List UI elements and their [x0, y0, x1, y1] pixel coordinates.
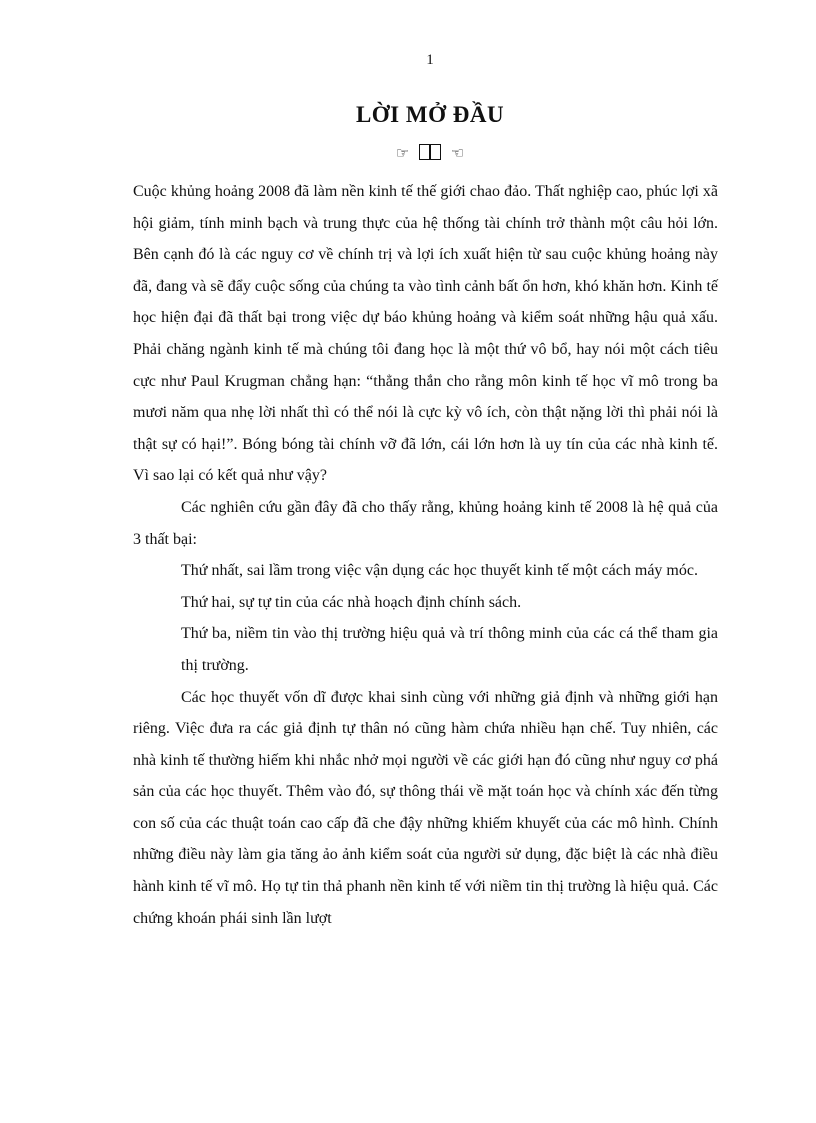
body-text [133, 176, 718, 934]
pointing-left-hand-icon: ☜ [450, 146, 465, 162]
pointing-right-hand-icon: ☞ [395, 146, 410, 162]
paragraph-research: Các nghiên cứu gần đây đã cho thấy rằng, khủng hoảng kinh tế 2008 là hệ quả của 3 thất bại: [133, 498, 718, 548]
list-item-third: Thứ ba, niềm tin vào thị trường hiệu quả và trí thông minh của các cá thể tham gia thị trường. [181, 625, 718, 674]
paragraph-intro: Cuộc khủng hoảng 2008 đã làm nền kinh tế thế giới chao đảo. Thất nghiệp cao, phúc lợi xã hội giảm, tính minh bạch và trung thực của hệ thống tài chính trở thành một câu hỏi lớn. Bên cạnh đó là các nguy cơ về chính trị và lợi ích xuất hiện từ sau cuộc khủng hoảng này đã, đang và sẽ đẩy cuộc sống của chúng ta vào tình cảnh bất ổn hơn, khó khăn hơn. Kinh tế học hiện đại đã thất bại trong việc dự báo khủng hoảng và kiểm soát những hậu quả xấu. Phải chăng ngành kinh tế mà chúng tôi đang học là một thứ vô bổ, hay nói một cách tiêu cực như Paul Krugman chẳng hạn: “thẳng thắn cho rằng môn kinh tế học vĩ mô trong ba mươi năm qua nhẹ lời nhất thì có thể nói là cực kỳ vô ích, còn thật nặng lời thì phải nói là thật sự có hại!”. Bóng bóng tài chính vỡ đã lớn, cái lớn hơn là uy tín của các nhà kinh tế. Vì sao lại có kết quả như vậy? [133, 183, 718, 485]
open-book-icon [419, 144, 441, 160]
page-title: LỜI MỞ ĐẦU [355, 102, 505, 127]
page-number: 1 [426, 52, 434, 68]
paragraph-theories: Các học thuyết vốn dĩ được khai sinh cùng với những giả định và những giới hạn riêng. Việc đưa ra các giả định tự thân nó cũng hàm chứa nhiều hạn chế. Tuy nhiên, các nhà kinh tế thường hiếm khi nhắc nhở mọi người về các giới hạn đó cũng như nguy cơ phá sản của các học thuyết. Thêm vào đó, sự thông thái về mặt toán học và chính xác đến từng con số của các thuật toán cao cấp đã che đậy những khiếm khuyết của các mô hình. Chính những điều này làm gia tăng ảo ảnh kiểm soát của người sử dụng, đặc biệt là các nhà điều hành kinh tế vĩ mô. Họ tự tin thả phanh nền kinh tế với niềm tin thị trường là hiệu quả. Các chứng khoán phái sinh lần lượt [133, 688, 718, 927]
list-item-second: Thứ hai, sự tự tin của các nhà hoạch định chính sách. [181, 593, 522, 611]
title-ornament [22, 144, 816, 163]
list-item-first: Thứ nhất, sai lầm trong việc vận dụng các học thuyết kinh tế một cách máy móc. [181, 562, 698, 580]
